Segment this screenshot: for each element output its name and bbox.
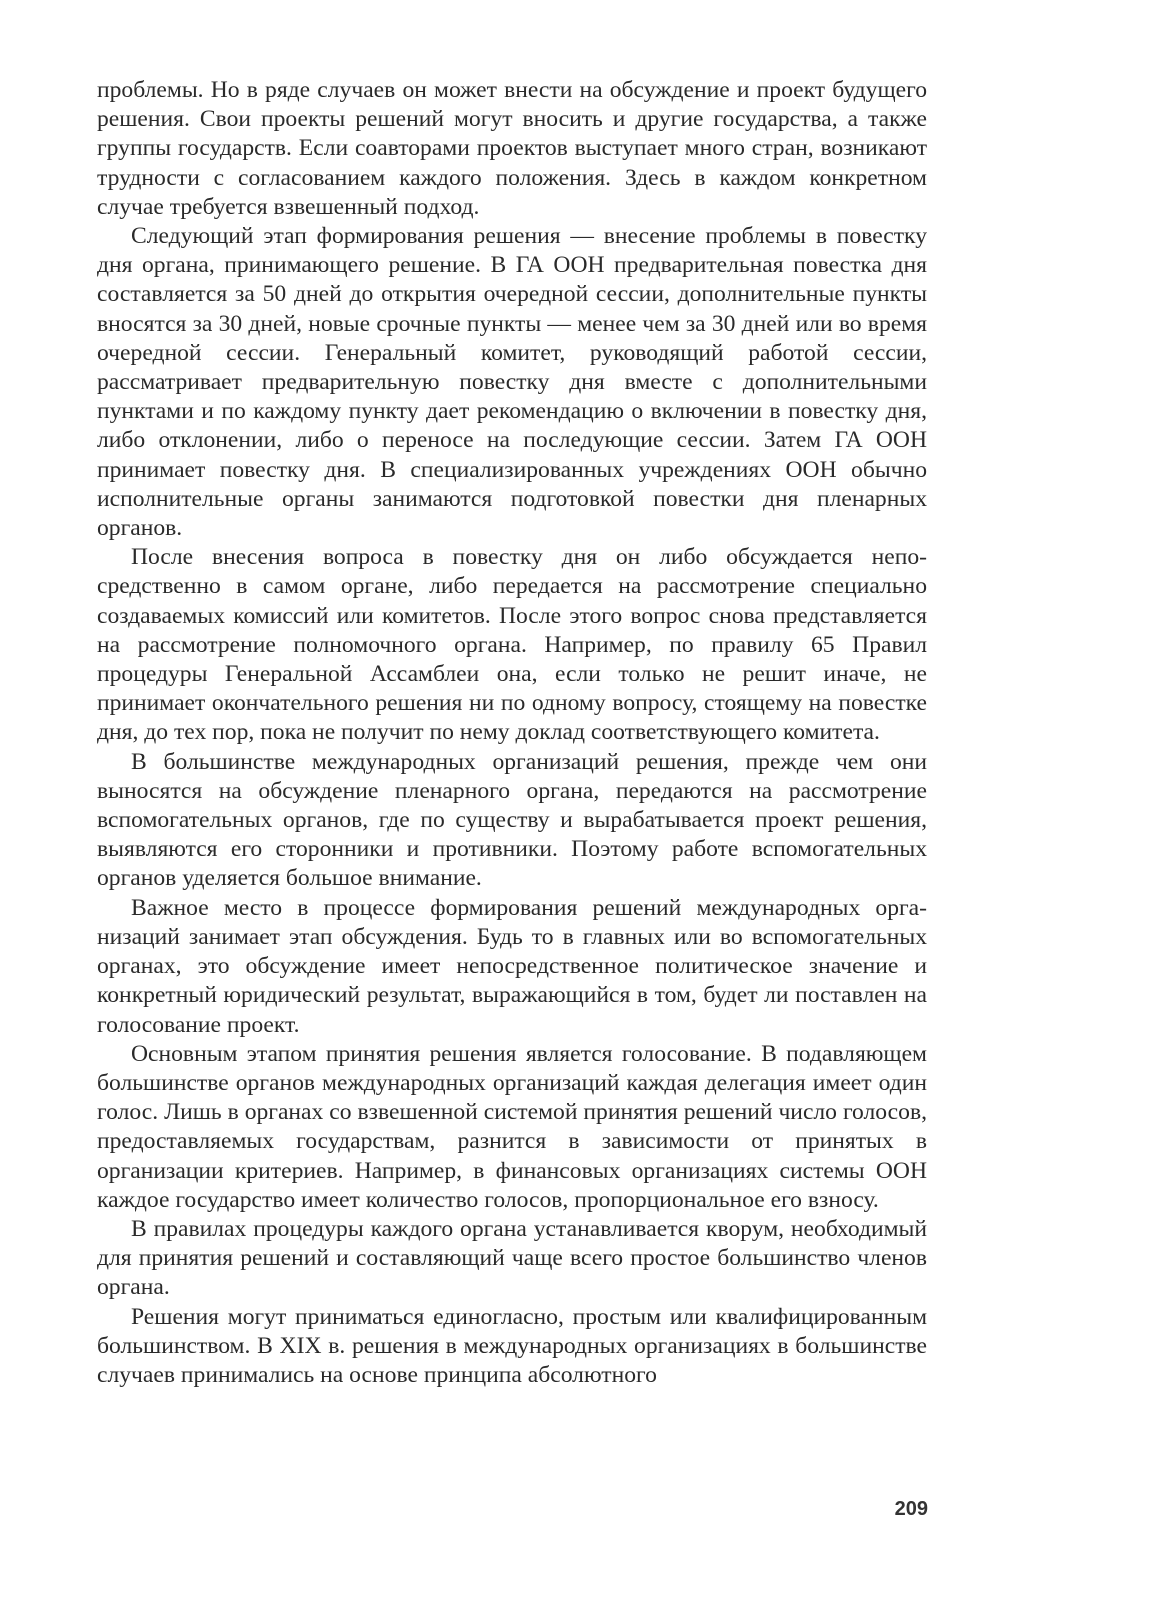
paragraph-committee-review: После внесения вопроса в повестку дня он либо обсуждается непосредственно в самом органе, либо передается на рассмотрение специально создаваемых комиссий или комитетов. После этого вопрос снова представляется на рассмотрение полномочного органа. Например, по правилу 65 Правил процедуры Генеральной Ассамблеи она, если только не решит иначе, не принимает окончательного решения ни по одному вопросу, стоящему на повестке дня, до тех пор, пока не получит по нему доклад соответствующего комитета. [97, 544, 927, 746]
body-text [97, 76, 927, 1390]
paragraph-discussion-stage: Важное место в процессе формирования решений международных организаций занимает этап обсуждения. Будь то в главных или во вспомогательных органах, это обсуждение имеет непосредственное политическое значение и конкретный юридический результат, выражающийся в том, будет ли поставлен на голосование проект. [97, 894, 927, 1038]
paragraph-continuation: проблемы. Но в ряде случаев он может внести на обсуждение и проект будущего решения. Свои проекты решений могут вносить и другие государства, а также группы государств. Если соавторами проектов выступает много стран, возникают трудности с согласованием каждого положения. Здесь в каждом конкретном случае требуется взвешенный подход. [97, 77, 927, 220]
paragraph-subsidiary-bodies: В большинстве международных организаций решения, прежде чем они выносятся на обсуждение пленарного органа, передаются на рассмотрение вспомогательных органов, где по существу и вырабатывается проект решения, выявляются его сторонники и противники. Поэтому работе вспомогательных органов уделяется большое внимание. [97, 748, 927, 892]
page-number: 209 [894, 1498, 928, 1520]
paragraph-quorum: В правилах процедуры каждого органа устанавливается кворум, необходимый для принятия решений и составляющий чаще всего простое большинство членов органа. [97, 1215, 927, 1301]
paragraph-majority: Решения могут приниматься единогласно, простым или квалифицированным большинством. В XIX в. решения в международных организациях в большинстве случаев принимались на основе принципа абсолютного [97, 1303, 927, 1388]
paragraph-voting: Основным этапом принятия решения является голосование. В подавляющем большинстве органов международных организаций каждая делегация имеет один голос. Лишь в органах со взвешенной системой принятия решений число голосов, предоставляемых государствам, разнится в зависимости от принятых в организации критериев. Например, в финансовых организациях системы ООН каждое государство имеет количество голосов, пропорциональное его взносу. [97, 1040, 927, 1213]
paragraph-agenda-stage: Следующий этап формирования решения — внесение проблемы в повестку дня органа, принимающего решение. В ГА ООН предварительная повестка дня составляется за 50 дней до открытия очередной сессии, дополнительные пункты вносятся за 30 дней, новые срочные пункты — менее чем за 30 дней или во время очередной сессии. Генеральный комитет, руководящий работой сессии, рассматривает предварительную повестку дня вместе с дополнительными пунктами и по каждому пункту дает рекомендацию о включении в повестку дня, либо отклонении, либо о переносе на последующие сессии. Затем ГА ООН принимает повестку дня. В специализированных учреждениях ООН обычно исполнительные органы занимаются подготовкой повестки дня пленарных органов. [97, 223, 927, 542]
